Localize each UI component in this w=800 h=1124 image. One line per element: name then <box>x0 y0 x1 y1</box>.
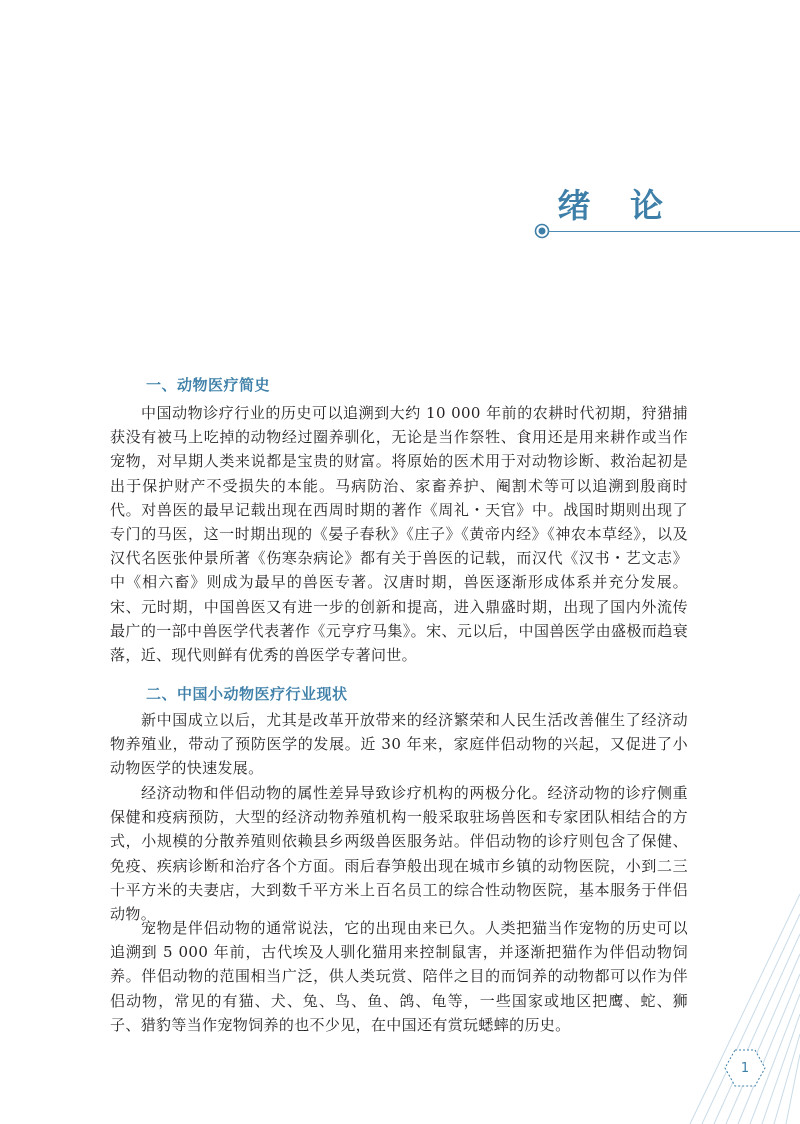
chapter-title: 绪 论 <box>557 186 677 225</box>
page-number-badge <box>724 1049 766 1087</box>
paragraph: 中国动物诊疗行业的历史可以追溯到大约 10 000 年前的农耕时代初期，狩猎捕获没有被马上吃掉的动物经过圈养驯化，无论是当作祭牲、食用还是用来耕作或当作宠物，对早期人类来说都是宝贵的财富。将原始的医术用于对动物诊断、救治起初是出于保护财产不受损失的本能。马病防治、家畜养护、阉割术等可以追溯到殷商时代。对兽医的最早记载出现在西周时期的著作《周礼・天官》中。战国时期则出现了专门的马医，这一时期出现的《晏子春秋》《庄子》《黄帝内经》《神农本草经》，以及汉代名医张仲景所著《伤寒杂病论》都有关于兽医的记载，而汉代《汉书・艺文志》中《相六畜》则成为最早的兽医专著。汉唐时期，兽医逐渐形成体系并充分发展。宋、元时期，中国兽医又有进一步的创新和提高，进入鼎盛时期，出现了国内外流传最广的一部中兽医学代表著作《元亨疗马集》。宋、元以后，中国兽医学由盛极而趋衰落，近、现代则鲜有优秀的兽医学专著问世。 <box>110 404 688 665</box>
section-heading-history: 一、动物医疗简史 <box>146 376 271 394</box>
paragraph: 宠物是伴侣动物的通常说法，它的出现由来已久。人类把猫当作宠物的历史可以追溯到 5 000 年前，古代埃及人驯化猫用来控制鼠害，并逐渐把猫作为伴侣动物饲养。伴侣动物的范围相当广泛，供人类玩赏、陪伴之目的而饲养的动物都可以作为伴侣动物，常见的有猫、犬、兔、鸟、鱼、鸽、龟等，一些国家或地区把鹰、蛇、狮子、猎豹等当作宠物饲养的也不少见，在中国还有赏玩蟋蟀的历史。 <box>110 919 688 1034</box>
section-heading-status: 二、中国小动物医疗行业现状 <box>146 685 348 703</box>
paragraph: 新中国成立以后，尤其是改革开放带来的经济繁荣和人民生活改善催生了经济动物养殖业，带动了预防医学的发展。近 30 年来，家庭伴侣动物的兴起，又促进了小动物医学的快速发展。 <box>110 711 688 778</box>
paragraph: 经济动物和伴侣动物的属性差异导致诊疗机构的两极分化。经济动物的诊疗侧重保健和疫病预防，大型的经济动物养殖机构一般采取驻场兽医和专家团队相结合的方式，小规模的分散养殖则依赖县乡两级兽医服务站。伴侣动物的诊疗则包含了保健、免疫、疾病诊断和治疗各个方面。雨后春笋般出现在城市乡镇的动物医院，小到二三十平方米的夫妻店，大到数千平方米上百名员工的综合性动物医院，基本服务于伴侣动物。 <box>110 784 688 924</box>
decorative-lines <box>630 874 800 1124</box>
title-rule <box>548 231 800 232</box>
page-number: 1 <box>740 1060 750 1076</box>
